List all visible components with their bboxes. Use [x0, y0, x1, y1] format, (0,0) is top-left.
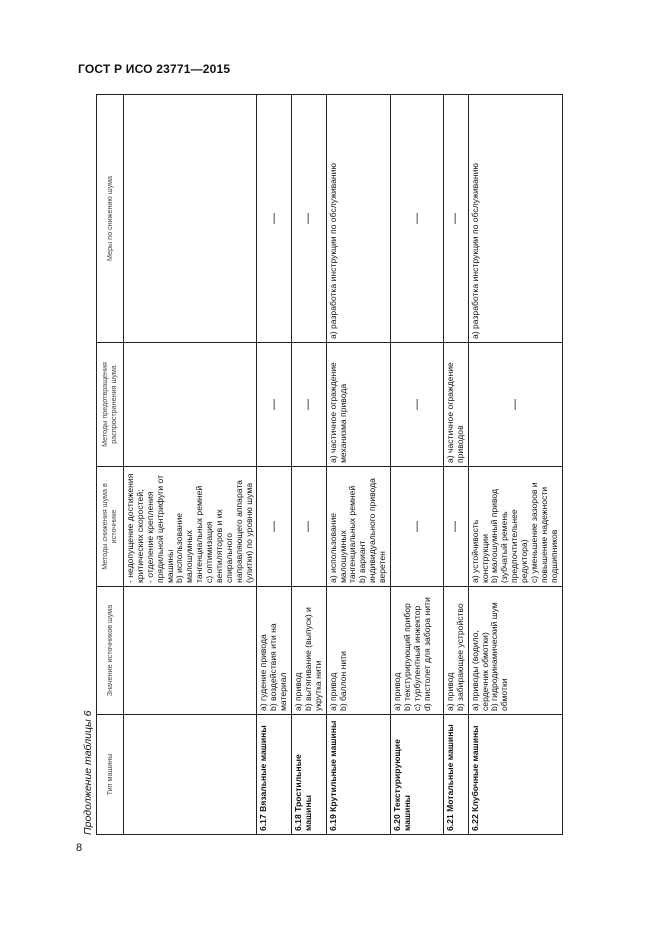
- table-row: [326, 95, 390, 835]
- source-methods: —: [257, 467, 292, 587]
- method-line: b) вариант индивидуального привода веретен: [357, 478, 387, 583]
- noise-sources: [326, 587, 390, 715]
- propagation-methods: —: [257, 343, 292, 467]
- measures: —: [390, 95, 443, 343]
- propagation-methods: —: [292, 343, 327, 467]
- source-line: a) привод: [293, 672, 303, 711]
- method-line: - недопущение достижения критических скоростей;: [125, 473, 145, 583]
- propagation-methods: —: [468, 343, 562, 467]
- document-header: ГОСТ Р ИСО 23771—2015: [78, 62, 231, 76]
- noise-sources: [257, 587, 292, 715]
- table-row: [468, 95, 562, 835]
- source-methods: [326, 467, 390, 587]
- noise-sources: [468, 587, 562, 715]
- noise-sources: [292, 587, 327, 715]
- noise-sources: [443, 587, 468, 715]
- source-line: a) гудение привода: [258, 634, 269, 711]
- table-row: [443, 95, 468, 835]
- cell-empty: [124, 587, 257, 715]
- propagation-methods: —: [390, 343, 443, 467]
- method-line: b) малошумный привод (зубчатый ремень предпочтительнее редуктора): [489, 488, 529, 583]
- machine-type: 6.19 Крутильные машины: [326, 715, 390, 835]
- machine-type: 6.21 Мотальные машины: [443, 715, 468, 835]
- source-line: a) привод: [444, 672, 455, 711]
- page-number: 8: [76, 842, 83, 854]
- table-row: [292, 95, 327, 835]
- table-caption: Продолжение таблицы 6: [82, 710, 94, 835]
- table-row: [390, 95, 443, 835]
- method-line: c) оптимизация вентиляторов и их спирального направляющего аппарата (улитки) по уровню шума: [204, 480, 254, 583]
- column-header-propagation-methods: Методы предотвращения распространения шума: [97, 343, 124, 467]
- table-row-continued: [124, 95, 257, 835]
- cell-empty: [124, 343, 257, 467]
- machine-type: 6.20 Текстурирующие машины: [390, 715, 443, 835]
- machine-type: 6.18 Тростильные машины: [292, 715, 327, 835]
- source-line: d) пистолет для забора нити: [421, 597, 432, 711]
- method-line: a) использование малошумных тангенциальных ремней: [327, 485, 358, 583]
- source-methods: [468, 467, 562, 587]
- cell-empty: [124, 95, 257, 343]
- source-line: a) привод: [327, 672, 338, 711]
- source-line: b) гидродинамический шум обмотки: [489, 602, 510, 711]
- method-line: a) устойчивость конструкции: [469, 519, 490, 583]
- source-line: a) привод: [391, 672, 402, 711]
- cell-empty: [124, 715, 257, 835]
- measures: —: [443, 95, 468, 343]
- cell-continued-methods: [124, 467, 257, 587]
- source-line: b) забирающее устройство: [454, 603, 465, 711]
- measures: a) разработка инструкции по обслуживанию: [326, 95, 390, 343]
- rotated-table-container: [96, 95, 559, 835]
- source-methods: —: [390, 467, 443, 587]
- noise-sources: [390, 587, 443, 715]
- column-header-noise-sources: Значение источников шума: [97, 587, 124, 715]
- source-line: b) воздействия ити на материал: [268, 623, 289, 711]
- column-header-machine-type: Тип машины: [97, 715, 124, 835]
- machine-type: 6.17 Вязальные машины: [257, 715, 292, 835]
- noise-reduction-table: [96, 94, 563, 835]
- method-line: - отделение крепления прядильной центрифуги от машины: [144, 475, 175, 583]
- propagation-methods: a) частичное ограждение приводов: [443, 343, 468, 467]
- column-header-source-methods: Методы снижения шума в источнике: [97, 467, 124, 587]
- source-methods: —: [292, 467, 327, 587]
- source-line: a) приводы (водило, сердечник обмотки): [469, 630, 490, 711]
- machine-type: 6.22 Клубочные машины: [468, 715, 562, 835]
- propagation-methods: a) частичное ограждение механизма привода: [326, 343, 390, 467]
- table-header-row: [97, 95, 124, 835]
- source-line: b) баллон нити: [337, 651, 348, 711]
- measures: a) разработка инструкции по обслуживанию: [468, 95, 562, 343]
- table-row: [257, 95, 292, 835]
- source-line: b) вытягивание (выпуск) и укрутка нити: [302, 607, 323, 711]
- measures: —: [292, 95, 327, 343]
- source-line: c) турбулентный инжектор: [411, 605, 422, 711]
- source-line: b) текстурирующий прибор: [401, 603, 412, 711]
- method-line: b) использование малошумных тангенциальных ремней: [174, 485, 205, 583]
- source-methods: —: [443, 467, 468, 587]
- measures: —: [257, 95, 292, 343]
- method-line: c) уменьшение зазоров и повышение надежности подшипников: [528, 482, 559, 583]
- column-header-measures: Меры по снижению шума: [97, 95, 124, 343]
